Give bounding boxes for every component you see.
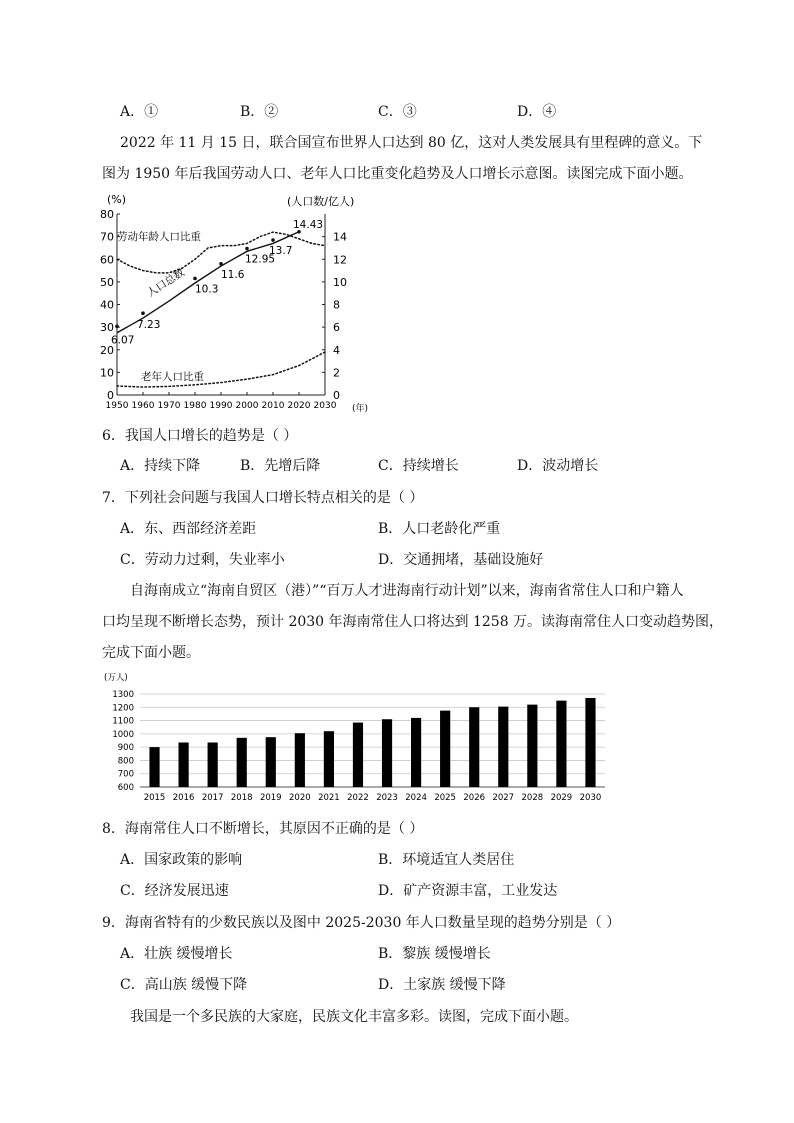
bar-2015 (149, 747, 159, 787)
x-axis-tick-label: 1950 (105, 401, 129, 411)
bar-2020 (295, 733, 305, 787)
x-axis-tick-label: 1960 (131, 401, 155, 411)
left-axis-tick-label: 80 (100, 208, 114, 221)
right-axis-tick-label: 8 (333, 298, 340, 312)
bar-2018 (237, 738, 247, 787)
population-point (219, 262, 223, 266)
bar-2029 (556, 701, 566, 787)
q6-stem: 6．我国人口增长的趋势是（ ） (102, 428, 298, 444)
q7-option-c: C．劳动力过剩，失业率小 (120, 552, 285, 568)
population-point (271, 238, 275, 242)
bar-x-tick-label: 2018 (230, 793, 253, 803)
left-axis-tick-label: 20 (100, 343, 114, 357)
bar-x-tick-label: 2028 (521, 793, 544, 803)
q7-option-a: A．东、西部经济差距 (120, 521, 257, 537)
bar-x-tick-label: 2019 (259, 793, 282, 803)
q8-option-d: D．矿产资源丰富，工业发达 (378, 883, 558, 899)
prev-option-c: C．③ (378, 104, 417, 120)
bar-x-tick-label: 2015 (143, 793, 166, 803)
total-population-label: 人口总数 (145, 266, 187, 300)
right-axis-tick-label: 2 (333, 366, 340, 380)
bar-2017 (208, 742, 218, 787)
q6-option-c: C．持续增长 (378, 458, 459, 474)
bar-x-tick-label: 2027 (492, 793, 515, 803)
right-axis-tick-label: 14 (333, 230, 347, 244)
intro2-line2: 口均呈现不断增长态势，预计 2030 年海南常住人口将达到 1258 万。读海南常住人口变动趋势图， (102, 614, 724, 630)
bar-x-tick-label: 2022 (347, 793, 369, 803)
left-axis-tick-label: 70 (100, 230, 114, 244)
population-point-label: 6.07 (111, 334, 135, 347)
right-axis-tick-label: 4 (333, 343, 340, 357)
bar-x-tick-label: 2026 (463, 793, 486, 803)
q9-option-a: A．壮族 缓慢增长 (120, 946, 233, 962)
bar-y-tick-label: 1100 (112, 716, 134, 727)
q6-option-b: B．先增后降 (240, 458, 321, 474)
q6-option-d: D．波动增长 (517, 458, 599, 474)
q6-option-a: A．持续下降 (120, 458, 201, 474)
population-point-label: 7.23 (137, 319, 161, 332)
population-point-label: 13.7 (269, 245, 293, 258)
right-axis-unit: (人口数/亿人) (287, 195, 355, 208)
bar-x-tick-label: 2016 (172, 793, 195, 803)
outro-text: 我国是一个多民族的大家庭，民族文化丰富多彩。读图，完成下面小题。 (130, 1009, 578, 1025)
q9-option-c: C．高山族 缓慢下降 (120, 977, 248, 993)
q9-option-d: D．土家族 缓慢下降 (378, 977, 506, 993)
bar-2028 (527, 705, 537, 787)
bar-x-tick-label: 2030 (579, 793, 602, 803)
q8-option-c: C．经济发展迅速 (120, 883, 229, 899)
left-axis-tick-label: 0 (107, 389, 114, 402)
right-axis-tick-label: 6 (333, 321, 340, 335)
bar-2022 (353, 723, 363, 787)
bar-2026 (469, 707, 479, 787)
elderly-ratio-label: 老年人口比重 (141, 371, 204, 383)
bar-y-tick-label: 700 (117, 769, 134, 780)
bar-y-tick-label: 1200 (112, 703, 134, 714)
intro1-line2: 图为 1950 年后我国劳动人口、老年人口比重变化趋势及人口增长示意图。读图完成下面小题。 (102, 166, 693, 182)
q7-option-b: B．人口老龄化严重 (378, 521, 501, 537)
bar-2019 (266, 737, 276, 787)
bar-2027 (498, 707, 508, 787)
left-axis-tick-label: 40 (100, 298, 114, 312)
q8-option-b: B．环境适宜人类居住 (378, 852, 515, 868)
q8-option-a: A．国家政策的影响 (120, 852, 243, 868)
population-point-label: 11.6 (221, 268, 245, 281)
population-point-label: 12.95 (245, 253, 276, 266)
bar-y-tick-label: 1000 (112, 729, 134, 740)
bar-x-tick-label: 2024 (405, 793, 427, 803)
q9-stem: 9．海南省特有的少数民族以及图中 2025-2030 年人口数量呈现的趋势分别是（ ） (102, 915, 621, 931)
left-axis-tick-label: 30 (100, 321, 114, 335)
prev-option-b: B．② (240, 104, 279, 120)
left-axis-tick-label: 60 (100, 253, 114, 267)
x-axis-tick-label: 1980 (183, 401, 207, 411)
intro2-line1: 自海南成立“海南自贸区（港）”“百万人才进海南行动计划”以来，海南省常住人口和户籍人 (130, 583, 684, 599)
prev-option-a: A．① (120, 104, 159, 120)
population-point (193, 277, 197, 281)
bar-x-tick-label: 2017 (201, 793, 224, 803)
population-point (115, 325, 119, 329)
x-axis-tick-label: 2010 (261, 401, 285, 411)
bar-y-tick-label: 800 (117, 756, 134, 767)
hainan-population-bar-chart (100, 670, 610, 810)
bar-2025 (440, 711, 450, 787)
q8-stem: 8．海南常住人口不断增长，其原因不正确的是（ ） (102, 821, 424, 837)
bar-x-tick-label: 2021 (318, 793, 340, 803)
x-axis-tick-label: 1970 (157, 401, 181, 411)
q7-option-d: D．交通拥堵，基础设施好 (378, 552, 544, 568)
population-point-label: 10.3 (195, 283, 219, 296)
bar-2021 (324, 731, 334, 787)
x-axis-unit: (年) (352, 404, 369, 414)
right-axis-tick-label: 10 (333, 275, 347, 289)
bar-2016 (179, 742, 189, 787)
population-point (141, 311, 145, 315)
bar-y-tick-label: 1300 (112, 690, 134, 700)
q9-option-b: B．黎族 缓慢增长 (378, 946, 491, 962)
left-axis-tick-label: 50 (100, 275, 114, 289)
prev-option-d: D．④ (517, 104, 557, 120)
bar-2024 (411, 718, 421, 787)
left-axis-unit: (%) (107, 193, 127, 206)
x-axis-tick-label: 2000 (235, 401, 259, 411)
bar-y-tick-label: 900 (117, 743, 134, 754)
bar-chart-unit: (万人) (104, 673, 128, 683)
bar-2030 (585, 698, 595, 787)
right-axis-tick-label: 0 (333, 389, 340, 402)
bar-y-tick-label: 600 (117, 783, 134, 793)
left-axis-tick-label: 10 (100, 366, 114, 380)
bar-x-tick-label: 2029 (550, 793, 573, 803)
bar-x-tick-label: 2020 (289, 793, 311, 803)
q7-stem: 7．下列社会问题与我国人口增长特点相关的是（ ） (102, 490, 424, 506)
intro2-line3: 完成下面小题。 (102, 645, 200, 661)
intro1-line1: 2022 年 11 月 15 日，联合国宣布世界人口达到 80 亿，这对人类发展具有里程碑的意义。下 (120, 135, 703, 151)
population-point-label: 14.43 (293, 218, 324, 231)
bar-x-tick-label: 2025 (434, 793, 456, 803)
labor-ratio-label: 劳动年龄人口比重 (117, 231, 201, 243)
bar-2023 (382, 719, 392, 787)
x-axis-tick-label: 1990 (209, 401, 233, 411)
population-point (245, 247, 249, 251)
right-axis-tick-label: 12 (333, 253, 347, 267)
x-axis-tick-label: 2020 (287, 401, 311, 411)
x-axis-tick-label: 2030 (313, 401, 337, 411)
population-line-chart (95, 188, 380, 416)
bar-x-tick-label: 2023 (376, 793, 398, 803)
